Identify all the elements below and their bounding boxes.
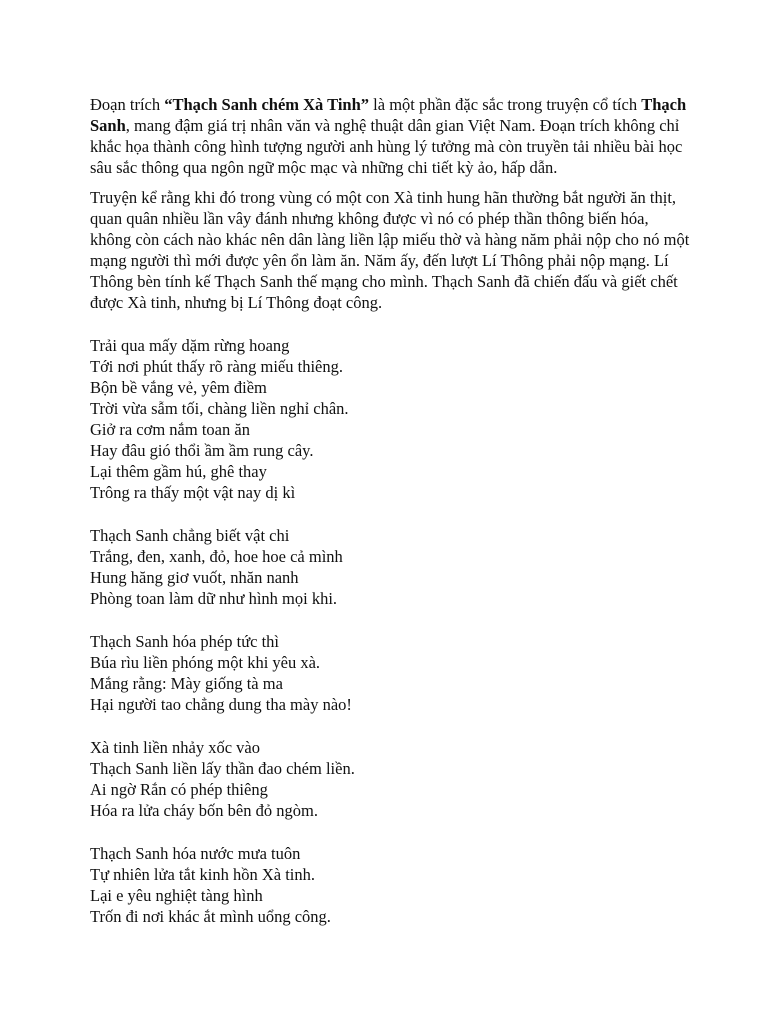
poem-line: Trốn đi nơi khác ắt mình uổng công. (90, 907, 331, 926)
poem-line: Trông ra thấy một vật nay dị kì (90, 483, 296, 502)
story-title: Thạch Sanh (90, 95, 687, 135)
poem-stanza-4 (90, 737, 690, 821)
poem-line: Ai ngờ Rắn có phép thiêng (90, 780, 268, 799)
poem-stanza-3 (90, 631, 690, 715)
poem-stanza-2 (90, 525, 690, 609)
intro-text-1: Đoạn trích (90, 95, 165, 114)
poem-line: Hay đâu gió thổi ầm ầm rung cây. (90, 441, 314, 460)
poem-line: Tới nơi phút thấy rõ ràng miếu thiêng. (90, 357, 343, 376)
intro-text-3: , mang đậm giá trị nhân văn và nghệ thuật dân gian Việt Nam. Đoạn trích không chỉ khắc họa thành công hình tượng người anh hùng lý tưởng mà còn truyền tải nhiều bài học sâu sắc thông qua ngôn ngữ mộc mạc và những chi tiết kỳ ảo, hấp dẫn. (90, 116, 683, 177)
poem-line: Giở ra cơm nắm toan ăn (90, 420, 250, 439)
poem-line: Thạch Sanh hóa phép tức thì (90, 632, 280, 651)
poem-line: Lại thêm gầm hú, ghê thay (90, 462, 267, 481)
excerpt-title: “Thạch Sanh chém Xà Tinh” (164, 95, 370, 114)
intro-paragraph (90, 94, 690, 178)
poem-line: Thạch Sanh liền lấy thần đao chém liền. (90, 759, 355, 778)
poem-stanza-5 (90, 843, 690, 927)
poem-line: Trắng, đen, xanh, đỏ, hoe hoe cả mình (90, 547, 343, 566)
poem-line: Xà tinh liền nhảy xốc vào (90, 738, 260, 757)
intro-text-2: là một phần đặc sắc trong truyện cổ tích (369, 95, 642, 114)
summary-paragraph: Truyện kể rằng khi đó trong vùng có một con Xà tinh hung hãn thường bắt người ăn thịt, quan quân nhiều lần vây đánh nhưng không được vì nó có phép thần thông biến hóa, không còn cách nào khác nên dân làng liền lập miếu thờ và hàng năm phải nộp cho nó một mạng người thì mới được yên ổn làm ăn. Năm ấy, đến lượt Lí Thông phải nộp mạng. Lí Thông bèn tính kế Thạch Sanh thế mạng cho mình. Thạch Sanh đã chiến đấu và giết chết được Xà tinh, nhưng bị Lí Thông đoạt công. (90, 188, 690, 312)
poem-line: Trải qua mấy dặm rừng hoang (90, 336, 290, 355)
poem-line: Thạch Sanh hóa nước mưa tuôn (90, 844, 301, 863)
poem-line: Hóa ra lửa cháy bốn bên đỏ ngòm. (90, 801, 318, 820)
poem-line: Thạch Sanh chẳng biết vật chi (90, 526, 290, 545)
document-page (90, 94, 690, 949)
poem-line: Mắng rằng: Mày giống tà ma (90, 674, 283, 693)
poem-line: Bộn bề vắng vẻ, yêm điềm (90, 378, 267, 397)
poem-line: Trời vừa sẫm tối, chàng liền nghỉ chân. (90, 399, 349, 418)
poem-line: Tự nhiên lửa tắt kinh hồn Xà tinh. (90, 865, 316, 884)
poem-line: Búa rìu liền phóng một khi yêu xà. (90, 653, 321, 672)
poem-line: Phòng toan làm dữ như hình mọi khi. (90, 589, 338, 608)
poem-line: Lại e yêu nghiệt tàng hình (90, 886, 263, 905)
poem-stanza-1 (90, 335, 690, 503)
poem-line: Hung hăng giơ vuốt, nhăn nanh (90, 568, 299, 587)
poem-line: Hại người tao chẳng dung tha mày nào! (90, 695, 352, 714)
